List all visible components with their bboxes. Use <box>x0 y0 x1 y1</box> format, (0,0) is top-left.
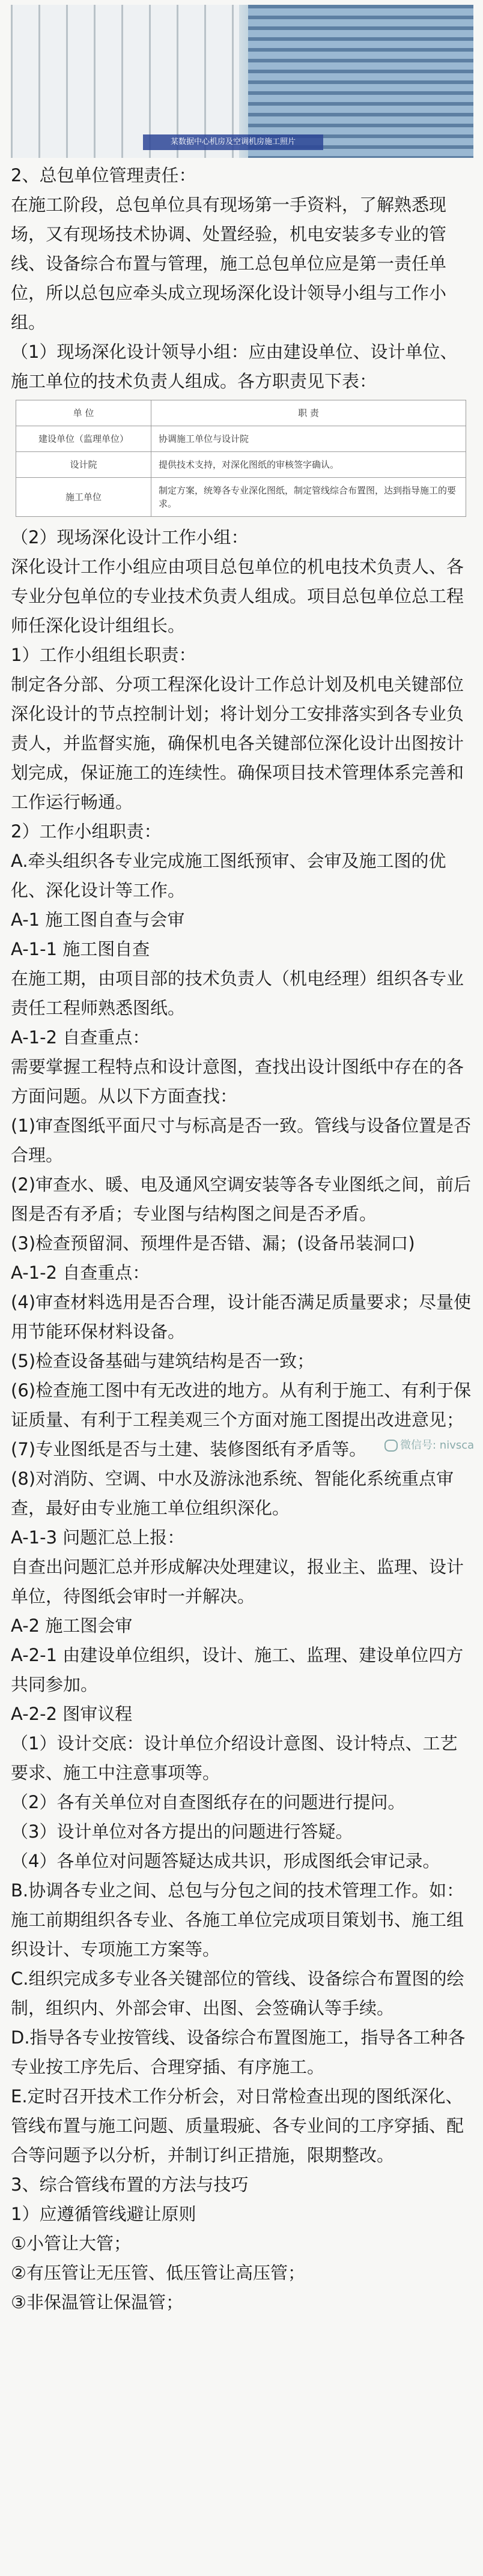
table-header-row <box>16 400 466 426</box>
paragraph: 在施工阶段，总包单位具有现场第一手资料，了解熟悉现场，又有现场技术协调、处置经验，机电安装多专业的管线、设备综合布置与管理，施工总包单位应是第一责任单位，所以总包应牵头成立现场深化设计领导小组与工作小组。 <box>11 195 447 333</box>
paragraph: A-1-2 自查重点： <box>11 1262 150 1283</box>
paragraph: （2）现场深化设计工作小组： <box>11 527 249 547</box>
paragraph: 在施工期，由项目部的技术负责人（机电经理）组织各专业责任工程师熟悉图纸。 <box>11 968 464 1018</box>
paragraph: 3、综合管线布置的方法与技巧 <box>11 2174 249 2195</box>
paragraph: E.定时召开技术工作分析会，对日常检查出现的图纸深化、管线布置与施工问题、质量瑕疵、各专业间的工序穿插、配合等问题予以分析，并制订纠正措施，限期整改。 <box>11 2086 464 2165</box>
table-cell: 协调施工单位与设计院 <box>151 426 466 452</box>
watermark-text: 微信号: nivsca <box>400 1439 475 1452</box>
paragraph: (1)审查图纸平面尺寸与标高是否一致。管线与设备位置是否合理。 <box>11 1115 472 1165</box>
paragraph: （1）现场深化设计领导小组：应由建设单位、设计单位、施工单位的技术负责人组成。各方职责见下表： <box>11 342 458 391</box>
paragraph: ①小管让大管； <box>11 2233 131 2254</box>
paragraph: 深化设计工作小组应由项目总包单位的机电技术负责人、各专业分包单位的专业技术负责人组成。项目总包单位总工程师任深化设计组组长。 <box>11 557 464 636</box>
paragraph: ③非保温管让保温管； <box>11 2292 183 2312</box>
watermark <box>384 1438 474 1453</box>
paragraph: D.指导各专业按管线、设备综合布置图施工，指导各工种各专业按工序先后、合理穿插、有序施工。 <box>11 2027 466 2077</box>
article-paragraphs <box>11 523 473 2317</box>
table-row <box>16 452 466 478</box>
paragraph: ②有压管让无压管、低压管让高压管； <box>11 2263 305 2283</box>
paragraph: C.组织完成多专业各关键部位的管线、设备综合布置图的绘制，组织内、外部会审、出图、会签确认等手续。 <box>11 1968 464 2018</box>
paragraph: 制定各分部、分项工程深化设计工作总计划及机电关键部位深化设计的节点控制计划；将计划分工安排落实到各专业负责人，并监督实施，确保机电各关键部位深化设计出图按计划完成，保证施工的连续性。确保项目技术管理体系完善和工作运行畅通。 <box>11 674 464 812</box>
paragraph: (3)检查预留洞、预埋件是否错、漏；(设备吊装洞口) <box>11 1233 415 1253</box>
paragraph: A-2 施工图会审 <box>11 1615 133 1636</box>
paragraph: (5)检查设备基础与建筑结构是否一致； <box>11 1351 315 1371</box>
paragraph: A-1-2 自查重点： <box>11 1027 150 1048</box>
paragraph: A-2-1 由建设单位组织，设计、施工、监理、建设单位四方共同参加。 <box>11 1645 464 1695</box>
column-header-duty: 职 责 <box>151 400 466 426</box>
table-row <box>16 426 466 452</box>
paragraph: (6)检查施工图中有无改进的地方。从有利于施工、有利于保证质量、有利于工程美观三个方面对施工图提出改进意见； <box>11 1380 472 1430</box>
paragraph: （2）各有关单位对自查图纸存在的问题进行提问。 <box>11 1792 406 1812</box>
paragraph: （1）设计交底：设计单位介绍设计意图、设计特点、工艺要求、施工中注意事项等。 <box>11 1733 458 1783</box>
paragraph: A.牵头组织各专业完成施工图纸预审、会审及施工图的优化、深化设计等工作。 <box>11 851 446 900</box>
paragraph: (8)对消防、空调、中水及游泳池系统、智能化系统重点审查，最好由专业施工单位组织深化。 <box>11 1468 454 1518</box>
table-row <box>16 478 466 517</box>
paragraph: 1）工作小组组长职责： <box>11 645 196 665</box>
paragraph: (7)专业图纸是否与土建、装修图纸有矛盾等。 <box>11 1439 367 1459</box>
paragraph: 2）工作小组职责： <box>11 821 162 842</box>
paragraph: 2、总包单位管理责任： <box>11 165 196 186</box>
paragraph: A-2-2 图审议程 <box>11 1704 133 1724</box>
article-body <box>11 161 473 2317</box>
table-cell: 施工单位 <box>16 478 151 517</box>
table-cell: 制定方案，统筹各专业深化图纸，制定管线综合布置图，达到指导施工的要求。 <box>151 478 466 517</box>
paragraph: A-1-1 施工图自查 <box>11 939 150 959</box>
paragraph: A-1-3 问题汇总上报： <box>11 1527 185 1548</box>
paragraph: （3）设计单位对各方提出的问题进行答疑。 <box>11 1821 353 1842</box>
header-photo <box>11 5 473 158</box>
paragraph: A-1 施工图自查与会审 <box>11 909 185 930</box>
table-cell: 设计院 <box>16 452 151 478</box>
paragraph: (4)审查材料选用是否合理，设计能否满足质量要求；尽量使用节能环保材料设备。 <box>11 1292 472 1342</box>
table-cell: 建设单位（监理单位） <box>16 426 151 452</box>
photo-caption: 某数据中心机房及空调机房施工照片 <box>143 134 323 150</box>
paragraph: 需要掌握工程特点和设计意图，查找出设计图纸中存在的各方面问题。从以下方面查找： <box>11 1057 464 1106</box>
responsibility-table <box>16 400 466 517</box>
column-header-unit: 单 位 <box>16 400 151 426</box>
wechat-icon <box>384 1440 398 1452</box>
paragraph: B.协调各专业之间、总包与分包之间的技术管理工作。如：施工前期组织各专业、各施工单位完成项目策划书、施工组织设计、专项施工方案等。 <box>11 1880 464 1959</box>
table-cell: 提供技术支持，对深化图纸的审核签字确认。 <box>151 452 466 478</box>
paragraph: 自查出问题汇总并形成解决处理建议，报业主、监理、设计单位，待图纸会审时一并解决。 <box>11 1557 464 1606</box>
paragraph: （4）各单位对问题答疑达成共识，形成图纸会审记录。 <box>11 1851 440 1871</box>
paragraph: (2)审查水、暖、电及通风空调安装等各专业图纸之间，前后图是否有矛盾；专业图与结构图之间是否矛盾。 <box>11 1174 472 1224</box>
paragraph: 1）应遵循管线避让原则 <box>11 2204 196 2224</box>
